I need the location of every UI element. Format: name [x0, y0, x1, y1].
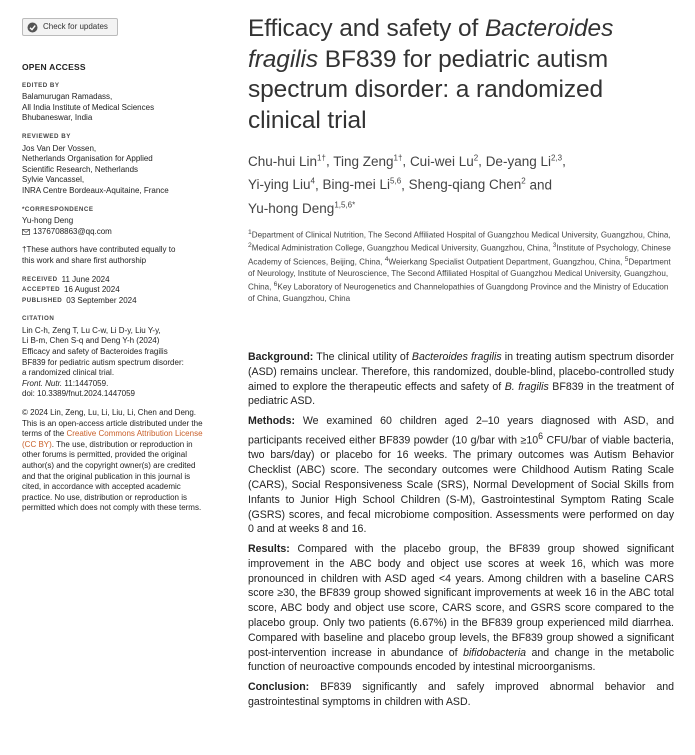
- author-sep: ,: [402, 153, 410, 169]
- author-sep: ,: [478, 153, 486, 169]
- date-label: RECEIVED: [22, 275, 58, 283]
- citation-line: Li B-m, Chen S-q and Deng Y-h (2024): [22, 336, 160, 346]
- citation-label: CITATION: [22, 315, 55, 323]
- editor-line: All India Institute of Medical Sciences: [22, 102, 155, 112]
- citation-line: BF839 for pediatric autism spectrum disorder:: [22, 357, 184, 367]
- title-text: Efficacy and safety of: [248, 15, 485, 42]
- affil-sup: 6: [273, 281, 278, 289]
- abstract-text: CFU/bar of viable bacteria, two bars/day) or placebo for 16 weeks. The primary outcomes was Autism Behavior Checklist (ABC) score. The secondary outcomes were Childhood Autism Rating Scale (CARS), Social Responsiveness Scale (SRS), Normal Development of Social Skills from Infants to Junior High School Children (S-M), Gastrointestinal Symptom Rating Scale (GSRS) scores, and fecal microbiome composition. Assessments were performed on day 0 and at weeks 8 and 16.: [248, 434, 674, 536]
- citation-doi[interactable]: doi: 10.3389/fnut.2024.1447059: [22, 389, 135, 399]
- reviewed-by-label: REVIEWED BY: [22, 132, 71, 140]
- date-value: 11 June 2024: [61, 274, 110, 284]
- correspondence-email[interactable]: 1376708863@qq.com: [33, 226, 112, 236]
- abstract-heading: Results:: [248, 543, 290, 556]
- date-value: 16 August 2024: [64, 285, 120, 295]
- citation-line: Lin C-h, Zeng T, Lu C-w, Li D-y, Liu Y-y,: [22, 325, 161, 335]
- abstract-background: [248, 350, 674, 409]
- author-sep: ,: [314, 177, 323, 192]
- reviewer-line: Netherlands Organisation for Applied: [22, 154, 153, 164]
- author-sup: 4: [310, 176, 315, 186]
- author-name: Chu-hui Lin: [248, 153, 318, 169]
- author-sup: 1†: [317, 153, 326, 162]
- author[interactable]: [248, 201, 355, 216]
- date-value: 03 September 2024: [66, 295, 137, 305]
- abstract-methods: [248, 414, 674, 537]
- citation-journal: Front. Nutr.: [22, 378, 63, 388]
- affil-sup: 5: [624, 256, 629, 264]
- affiliation: Weierkang Specialist Outpatient Department, Guangzhou, China,: [388, 257, 625, 267]
- note-line: †These authors have contributed equally to: [22, 245, 176, 255]
- title-text-end: BF839 for pediatric autism spectrum disorder: a randomized clinical trial: [248, 45, 609, 134]
- abstract-text: BF839 significantly and safely improved abnormal behavior and gastrointestinal symptoms in children with ASD.: [248, 681, 674, 709]
- edited-by-label: EDITED BY: [22, 81, 60, 89]
- citation-volume: 11:1447059.: [64, 378, 109, 388]
- affil-sup: 1: [248, 228, 252, 236]
- correspondence-section: [22, 205, 207, 238]
- abstract: [248, 350, 674, 715]
- author-sep: and: [525, 177, 552, 192]
- equal-contribution-note: [22, 245, 207, 266]
- title-italic: Bacteroides fragilis: [248, 15, 614, 73]
- abstract-heading: Methods:: [248, 415, 296, 428]
- author-name: Ting Zeng: [333, 153, 394, 169]
- check-updates-icon: [27, 22, 38, 33]
- correspondence-name: Yu-hong Deng: [22, 216, 74, 226]
- author-sup: 2: [473, 153, 479, 162]
- abstract-heading: Background:: [248, 351, 314, 363]
- email-icon: [22, 229, 30, 235]
- dates-section: [22, 275, 207, 307]
- citation-journal-line: [22, 379, 207, 390]
- copyright-text: © 2024 Lin, Zeng, Lu, Li, Liu, Li, Chen and Deng. This is an open-access article distributed under the terms of the: [22, 408, 203, 439]
- author-sup: 1†: [393, 153, 403, 162]
- edited-by-section: [22, 81, 207, 124]
- author-name: Yu-hong Deng: [248, 200, 335, 216]
- citation-section: [22, 314, 207, 400]
- author[interactable]: [248, 177, 315, 192]
- affiliation: Department of Clinical Nutrition, The Second Affiliated Hospital of Guangzhou Medical University, Guangzhou, China,: [251, 230, 671, 240]
- license-link[interactable]: Creative Commons Attribution License (CC BY): [22, 429, 203, 449]
- author[interactable]: [333, 154, 402, 169]
- author-name: De-yang Li: [485, 153, 551, 169]
- abstract-italic: Bacteroides fragilis: [411, 351, 502, 363]
- author-sup: 5,6: [390, 176, 402, 186]
- date-received: [22, 275, 207, 286]
- copyright-section: [22, 408, 207, 514]
- affiliation: Medical Administration College, Guangzhou Medical University, Guangzhou, China,: [251, 244, 553, 254]
- reviewed-by-section: [22, 132, 207, 197]
- affil-sup: 4: [384, 256, 389, 264]
- date-label: ACCEPTED: [22, 286, 61, 294]
- author-name: Bing-mei Li: [322, 177, 391, 192]
- affiliation: Department of Neurology, Institute of Neuroscience, The Second Affiliated Hospital of Guangzhou Medical University, Guangzhou, China,: [248, 257, 671, 293]
- date-accepted: [22, 285, 207, 296]
- reviewer-line: Scientific Research, Netherlands: [22, 164, 139, 174]
- sidebar: [22, 18, 207, 514]
- open-access-label: OPEN ACCESS: [22, 62, 86, 72]
- date-label: PUBLISHED: [22, 296, 63, 304]
- correspondence-label: *CORRESPONDENCE: [22, 205, 94, 213]
- author-name: Cui-wei Lu: [409, 153, 474, 169]
- affiliation: Key Laboratory of Neurogenetics and Channelopathies of Guangdong Province and the Ministry of Education of China, Guangzhou, China: [248, 283, 669, 304]
- author-name: Sheng-qiang Chen: [408, 177, 522, 192]
- author-sep: ,: [562, 153, 566, 169]
- reviewer-line: Sylvie Vancassel,: [22, 175, 85, 185]
- citation-line: Efficacy and safety of Bacteroides fragilis: [22, 347, 168, 357]
- copyright-text-cont: . The use, distribution or reproduction in other forums is permitted, provided the original author(s) and the copyright owner(s) are credited and that the original publication in this journal is cited, in accordance with accepted academic practice. No use, distribution or reproduction is permitted which does not comply with these terms.: [22, 439, 202, 513]
- abstract-heading: Conclusion:: [248, 681, 310, 694]
- author-sup: 1,5,6*: [334, 200, 356, 209]
- article-title: [248, 14, 676, 136]
- citation-line: a randomized clinical trial.: [22, 368, 115, 378]
- abstract-text: BF839 in the treatment of pediatric ASD.: [248, 380, 674, 408]
- author[interactable]: [486, 154, 562, 169]
- author-sep: ,: [325, 153, 334, 169]
- author-sep: ,: [401, 177, 409, 192]
- note-line: this work and share first authorship: [22, 255, 147, 265]
- abstract-conclusion: [248, 680, 674, 710]
- abstract-results: [248, 542, 674, 675]
- author-list: [248, 148, 676, 219]
- abstract-italic: bifidobacteria: [463, 646, 527, 659]
- author[interactable]: [248, 154, 326, 169]
- author-sup: 2: [521, 176, 526, 186]
- abstract-text: Compared with the placebo group, the BF839 group showed significant improvement in the ABC body and object use scores at week 16, which was more pronounced in children with ASD aged <4 years. Among children with a baseline CARS score ≥30, the BF839 group showed significant improvements at week 16 in the ABC total score, ABC body and object use score, CARS score, and GSRS score compared to the placebo group. Only two patients (6.67%) in the BF839 group experienced mild diarrhea. Compared with baseline and placebo group levels, the BF839 group showed a significant post-intervention increase in abundance of: [248, 543, 674, 659]
- reviewer-line: Jos Van Der Vossen,: [22, 143, 97, 153]
- abstract-text: We examined 60 children aged 2–10 years diagnosed with ASD, and participants received either BF839 powder (10 g/bar with ≥10: [248, 415, 674, 447]
- affil-sup: 3: [552, 242, 557, 250]
- article-header: [248, 14, 676, 304]
- editor-line: Balamurugan Ramadass,: [22, 92, 113, 102]
- abstract-text: and change in the metabolic function of neuroactive compounds encoded by intestinal microorganisms.: [248, 646, 674, 674]
- editor-line: Bhubaneswar, India: [22, 113, 93, 123]
- check-updates-label: Check for updates: [43, 21, 108, 31]
- author[interactable]: [323, 177, 402, 192]
- date-published: [22, 296, 207, 307]
- correspondence-email-row[interactable]: [22, 227, 207, 238]
- author[interactable]: [410, 154, 478, 169]
- reviewer-line: INRA Centre Bordeaux-Aquitaine, France: [22, 185, 169, 195]
- author-sup: 2,3: [550, 153, 563, 162]
- abstract-italic: B. fragilis: [504, 380, 549, 393]
- check-for-updates-button[interactable]: [22, 18, 118, 36]
- abstract-sup: 6: [538, 430, 544, 441]
- author-name: Yi-ying Liu: [248, 177, 311, 192]
- affiliation: Institute of Psychology, Chinese Academy of Sciences, Beijing, China,: [248, 244, 671, 267]
- affil-sup: 2: [248, 242, 252, 250]
- abstract-text: The clinical utility of: [313, 351, 412, 363]
- author[interactable]: [409, 177, 526, 192]
- abstract-text: in treating autism spectrum disorder (ASD) remains unclear. Therefore, this randomized, double-blind, placebo-controlled study aimed to explore the therapeutic effects and safety of: [248, 351, 675, 393]
- affiliations: [248, 227, 676, 305]
